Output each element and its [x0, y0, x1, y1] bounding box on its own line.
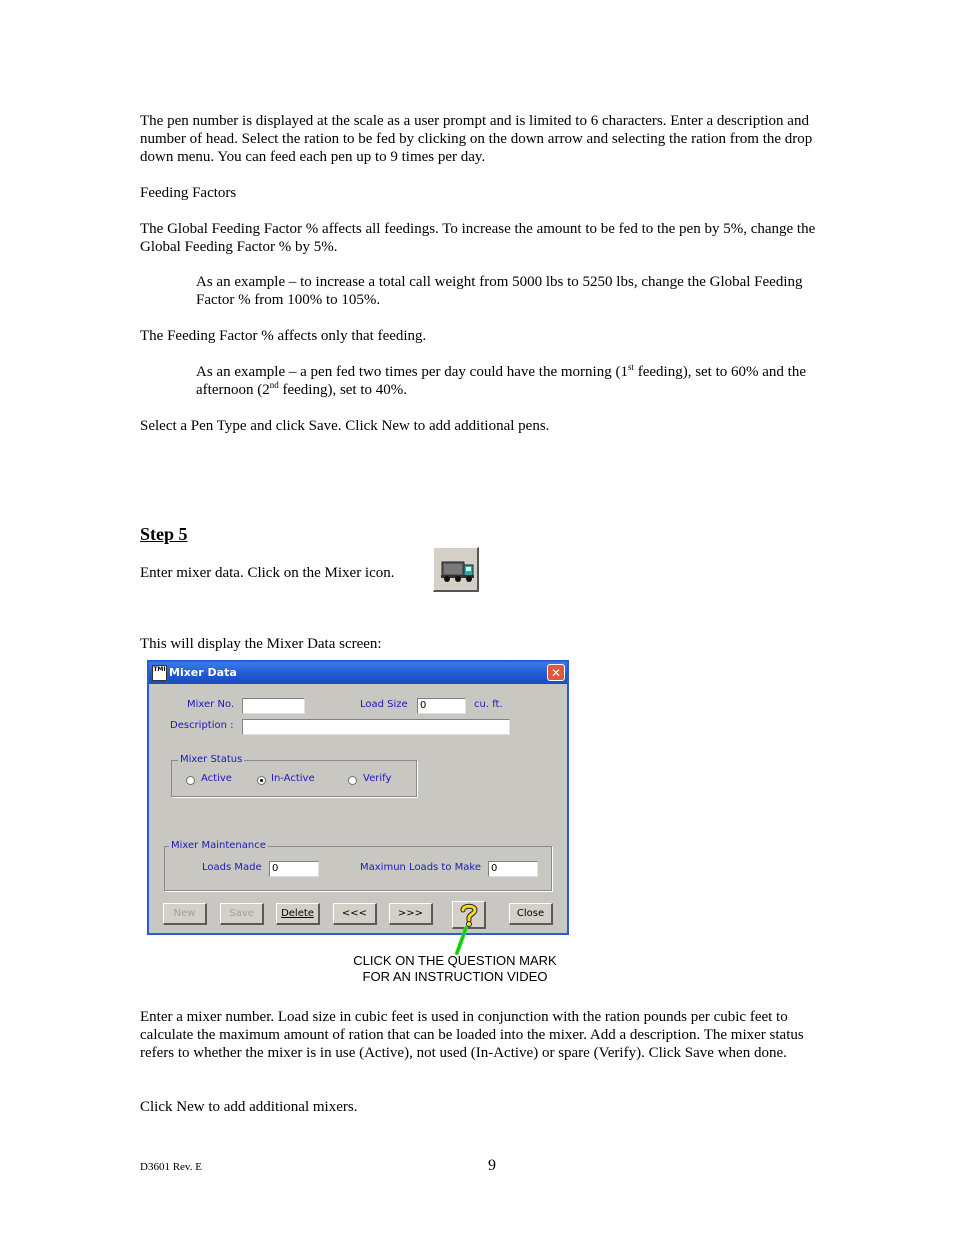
load-size-unit: cu. ft. [474, 699, 503, 710]
mixer-description-paragraph: Enter a mixer number. Load size in cubic feet is used in conjunction with the ration pounds per cubic feet to calculate the maximum amount of ration that can be loaded into the mixer. Add a description. The mixer status refers to whether the mixer is in use (Active), not used (In-Active) or spare (Verify). Click Save when done. [140, 1009, 804, 1061]
global-feeding-factor-paragraph: The Global Feeding Factor % affects all feedings. To increase the amount to be fed to the pen by 5%, change the Global Feeding Factor % by 5%. [140, 221, 816, 255]
max-loads-input[interactable]: 0 [488, 861, 538, 877]
feeding-factors-heading: Feeding Factors [140, 185, 237, 201]
max-loads-label: Maximun Loads to Make [360, 862, 481, 873]
description-label: Description : [170, 720, 234, 731]
mixer-status-title: Mixer Status [180, 754, 243, 765]
mixer-truck-icon [434, 548, 478, 591]
close-button[interactable]: Close [509, 903, 553, 925]
feeding-example-paragraph: As an example – a pen fed two times per day could have the morning (1st feeding), set to 60% and the afternoon (2nd feeding), set to 40%. [196, 362, 806, 398]
step-heading: Step 5 [140, 524, 188, 544]
pen-type-paragraph: Select a Pen Type and click Save. Click New to add additional pens. [140, 418, 550, 434]
new-button[interactable]: New [163, 903, 207, 925]
status-active-label: Active [201, 773, 232, 784]
mixer-status-group [171, 754, 417, 797]
dialog-title: Mixer Data [169, 666, 237, 679]
mixer-data-dialog [147, 660, 569, 935]
callout-line-1: CLICK ON THE QUESTION MARK [353, 953, 557, 968]
delete-button[interactable]: Delete [276, 903, 320, 925]
status-verify-radio[interactable] [348, 776, 357, 785]
mixer-maintenance-group [164, 840, 552, 891]
description-input[interactable] [242, 719, 510, 735]
mixer-instruction: Enter mixer data. Click on the Mixer icon. [140, 565, 395, 581]
mixer-no-label: Mixer No. [187, 699, 235, 710]
app-logo-icon: TMI [152, 665, 167, 681]
callout-line-2: FOR AN INSTRUCTION VIDEO [362, 969, 548, 984]
status-verify-label: Verify [363, 773, 392, 784]
document-id: D3601 Rev. E [140, 1161, 202, 1173]
status-inactive-radio[interactable] [257, 776, 266, 785]
status-inactive-label: In-Active [271, 773, 315, 784]
page-number: 9 [488, 1157, 496, 1174]
loads-made-input[interactable]: 0 [269, 861, 319, 877]
mixer-no-input[interactable] [242, 698, 305, 714]
add-mixers-paragraph: Click New to add additional mixers. [140, 1099, 358, 1115]
global-example-paragraph: As an example – to increase a total call weight from 5000 lbs to 5250 lbs, change the Global Feeding Factor % from 100% to 105%. [196, 274, 803, 308]
close-icon[interactable]: ✕ [547, 664, 565, 681]
display-intro: This will display the Mixer Data screen: [140, 636, 382, 652]
mixer-icon-button[interactable] [433, 547, 479, 592]
dialog-titlebar[interactable] [149, 662, 567, 684]
status-active-radio[interactable] [186, 776, 195, 785]
loads-made-label: Loads Made [202, 862, 262, 873]
previous-button[interactable]: <<< [333, 903, 377, 925]
callout-arrow [448, 922, 478, 956]
load-size-label: Load Size [360, 699, 408, 710]
save-button[interactable]: Save [220, 903, 264, 925]
help-callout [342, 953, 568, 985]
load-size-input[interactable]: 0 [417, 698, 466, 714]
next-button[interactable]: >>> [389, 903, 433, 925]
mixer-maintenance-title: Mixer Maintenance [171, 840, 266, 851]
pen-number-paragraph: The pen number is displayed at the scale as a user prompt and is limited to 6 characters. Enter a description and number of head. Select the ration to be fed by clicking on the down arrow and selecting the ration from the drop down menu. You can feed each pen up to 9 times per day. [140, 113, 813, 165]
feeding-factor-paragraph: The Feeding Factor % affects only that feeding. [140, 328, 427, 344]
